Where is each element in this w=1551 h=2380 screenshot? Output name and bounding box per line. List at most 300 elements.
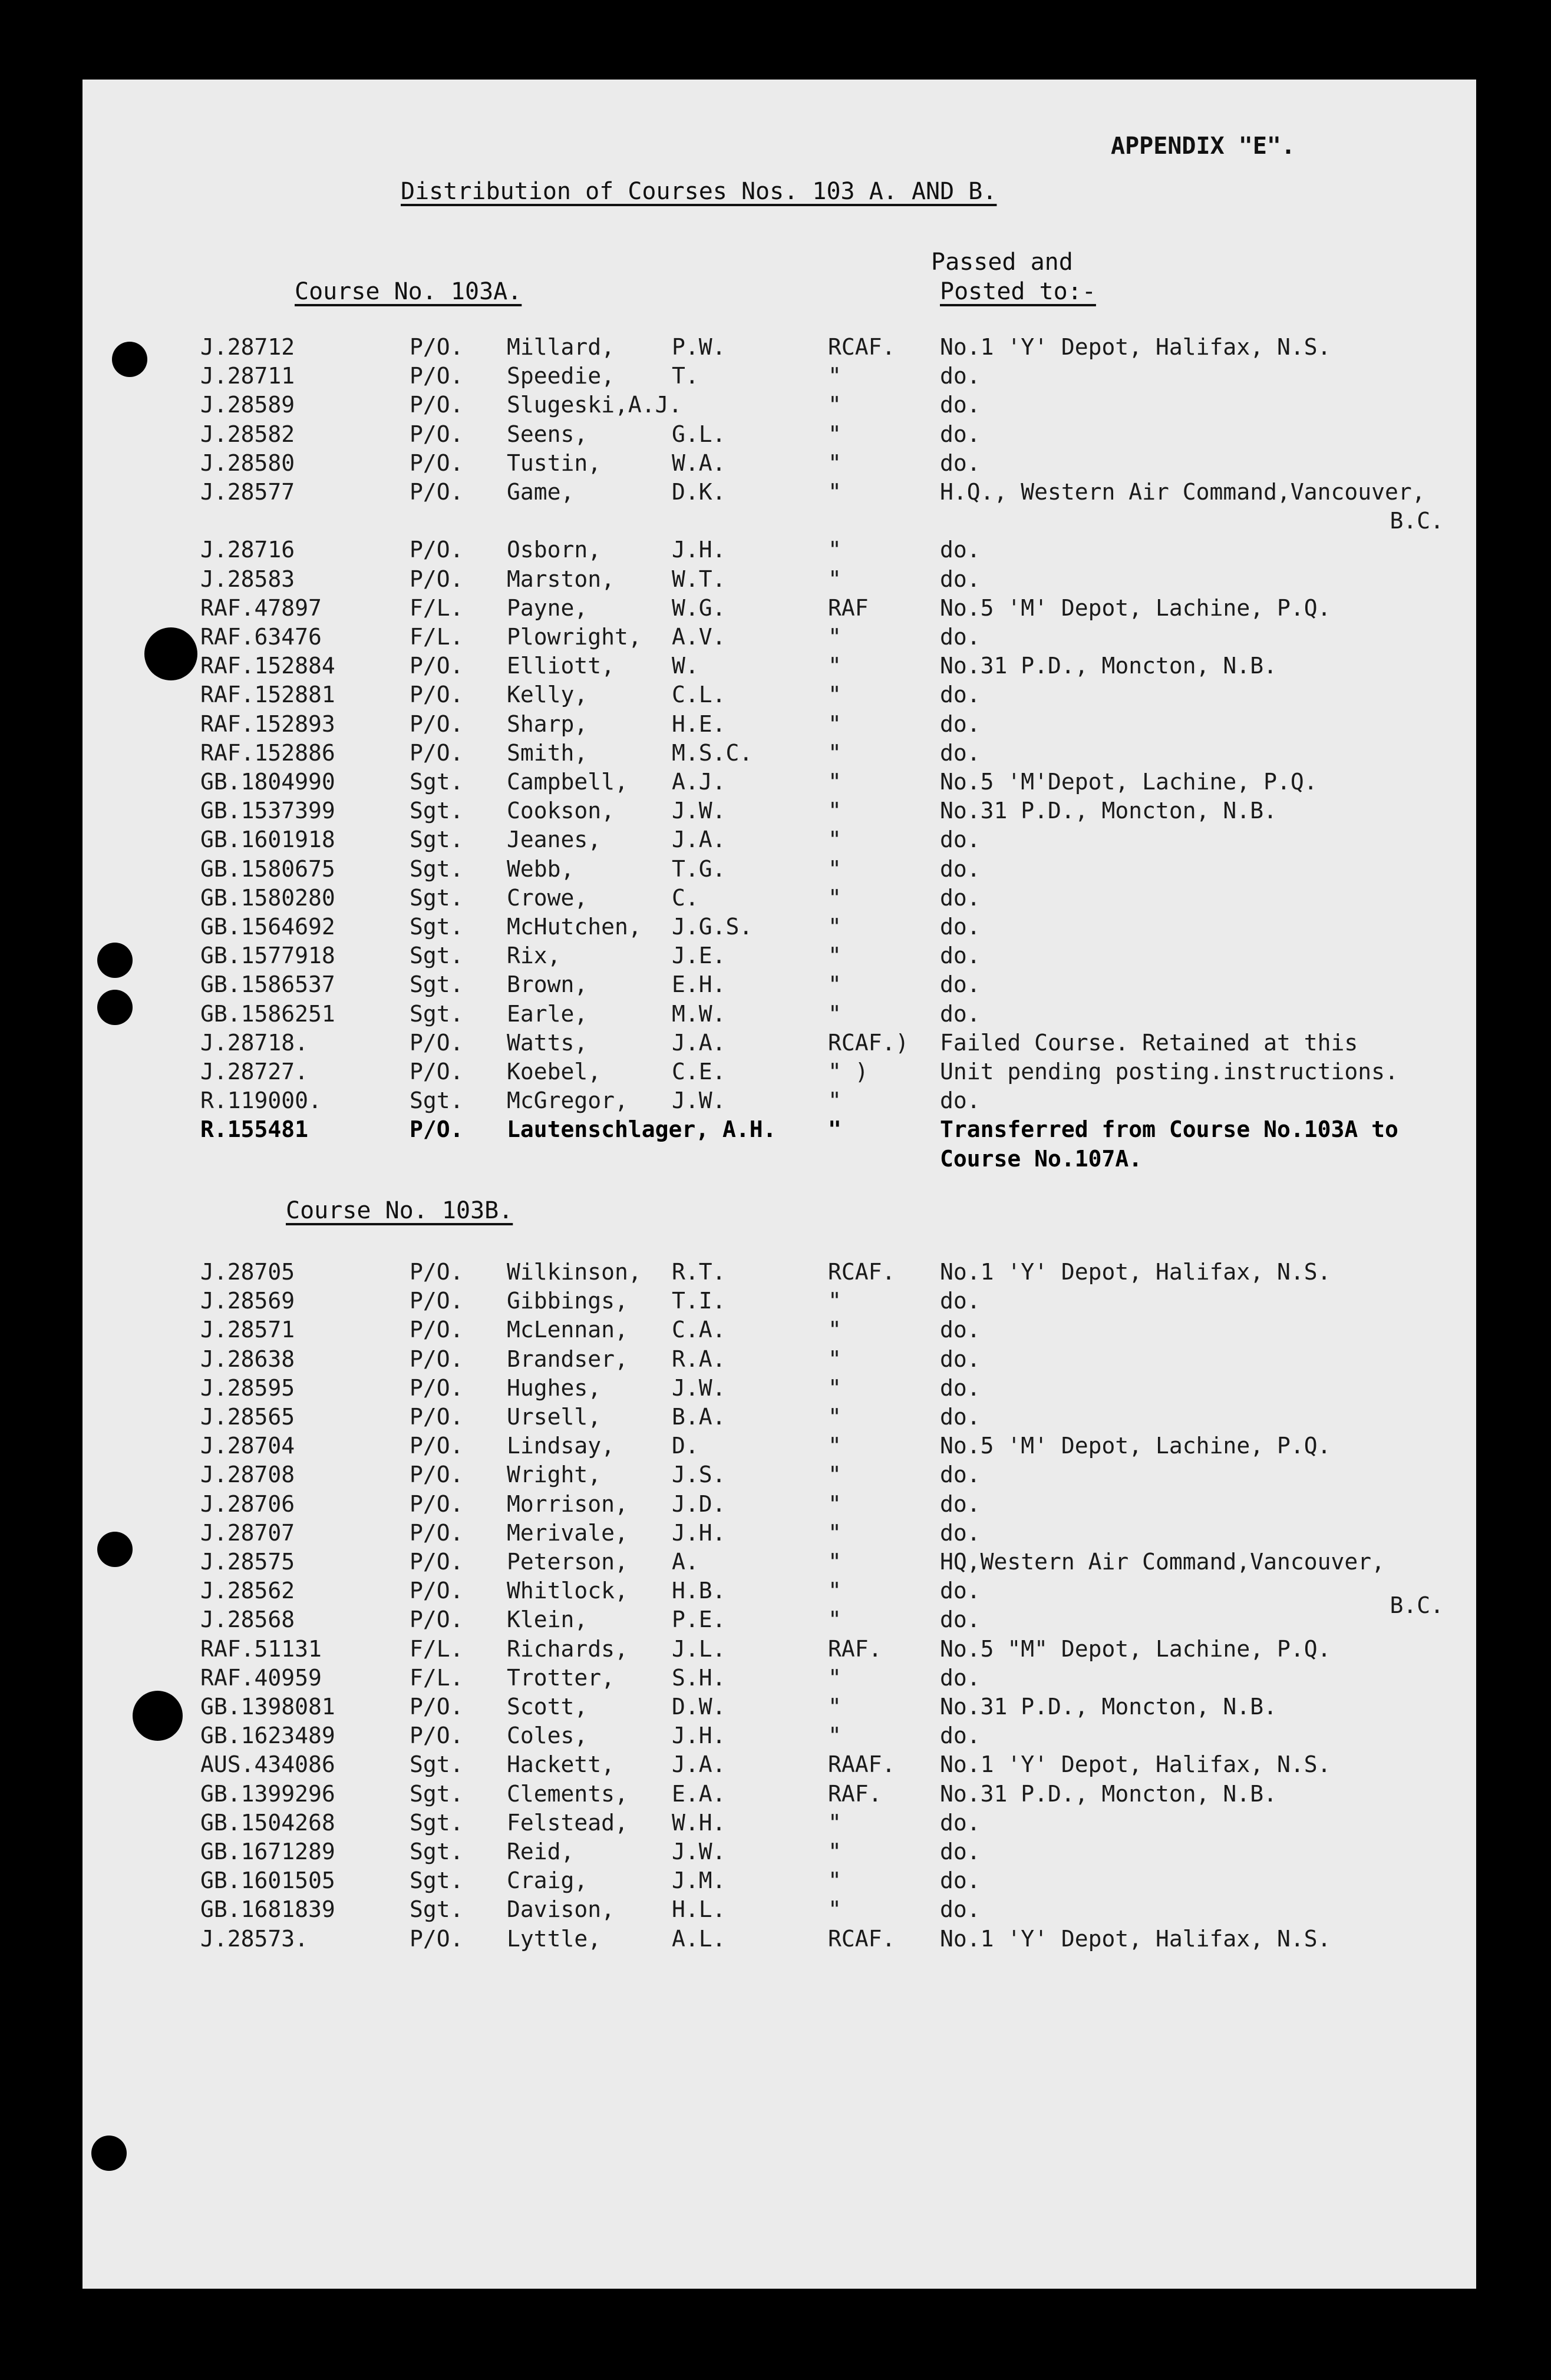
rank: Sgt. [410,1087,464,1114]
rank: P/O. [410,1606,464,1633]
service-number: GB.1398081 [200,1694,335,1720]
rank: P/O. [410,1059,464,1085]
initials: J.H. [672,1519,726,1546]
surname: Elliott, [507,653,615,679]
surname: Whitlock, [507,1578,628,1604]
rank: P/O. [410,1374,464,1401]
document-title: Distribution of Courses Nos. 103 A. AND B. [401,178,997,205]
surname: Campbell, [507,769,628,795]
surname: Koebel, [507,1059,602,1085]
surname: McHutchen, [507,914,642,940]
surname: Hughes, [507,1374,602,1401]
surname: Game, [507,479,575,505]
rank: P/O. [410,1346,464,1372]
force: " [828,363,842,389]
surname: Osborn, [507,537,602,563]
posted-to: No.5 'M' Depot, Lachine, P.Q. [940,1433,1331,1459]
surname: Peterson, [507,1549,628,1575]
force: RAAF. [828,1751,896,1778]
table-row [82,1086,1476,1115]
rank: F/L. [410,594,464,621]
service-number: J.28707 [200,1519,295,1546]
posted-to: do. [940,943,981,969]
service-number: RAF.40959 [200,1664,322,1691]
punch-hole [133,1691,183,1741]
table-row [82,1548,1476,1576]
force: " [828,1404,842,1430]
service-number: GB.1399296 [200,1780,335,1807]
service-number: J.28716 [200,537,295,563]
rank: Sgt. [410,1867,464,1894]
posted-to: No.31 P.D., Moncton, N.B. [940,798,1277,824]
initials: W.G. [672,594,726,621]
rank: Sgt. [410,971,464,998]
table-row [82,1519,1476,1548]
table-row [82,796,1476,825]
surname: Brown, [507,971,588,998]
posted-to: Failed Course. Retained at this [940,1029,1358,1056]
surname: Millard, [507,334,615,360]
surname: Tustin, [507,449,602,476]
surname: Wilkinson, [507,1259,642,1285]
service-number: J.28718. [200,1029,309,1056]
posted-to: No.5 "M" Depot, Lachine, P.Q. [940,1635,1331,1662]
rank: P/O. [410,479,464,505]
service-number: J.28589 [200,392,295,418]
posted-to: do. [940,1490,981,1517]
posted-to: do. [940,739,981,766]
posted-to: No.5 'M'Depot, Lachine, P.Q. [940,769,1318,795]
posted-to: do. [940,914,981,940]
posted-to: do. [940,537,981,563]
surname: Seens, [507,421,588,447]
surname: McLennan, [507,1317,628,1343]
surname: Smith, [507,739,588,766]
force: " [828,1839,842,1865]
posted-to: do. [940,1000,981,1027]
rank: F/L. [410,624,464,650]
service-number: GB.1601505 [200,1867,335,1894]
force: " [828,914,842,940]
service-number: J.28571 [200,1317,295,1343]
initials: J.D. [672,1490,726,1517]
rank: P/O. [410,1404,464,1430]
service-number: RAF.152886 [200,739,335,766]
surname: Plowright, [507,624,642,650]
service-number: J.28580 [200,449,295,476]
service-number: J.28727. [200,1059,309,1085]
force: " [828,449,842,476]
force: RAF. [828,1635,882,1662]
table-row [82,1693,1476,1721]
posted-to: do. [940,971,981,998]
posted-to: do. [940,1867,981,1894]
initials: D.K. [672,479,726,505]
posted-to: do. [940,710,981,737]
initials: H.L. [672,1896,726,1923]
force: " [828,624,842,650]
course-b-heading: Course No. 103B. [286,1197,513,1224]
force: " [828,392,842,418]
posted-to: do. [940,449,981,476]
force: " [828,798,842,824]
punch-hole [97,1532,133,1567]
table-row [82,333,1476,362]
posted-to: Transferred from Course No.103A to [940,1116,1398,1143]
service-number: R.155481 [200,1116,309,1143]
table-row [82,739,1476,768]
table-row [82,1664,1476,1693]
table-row [82,1287,1476,1315]
service-number: J.28582 [200,421,295,447]
surname: Payne, [507,594,588,621]
table-row [82,536,1476,564]
posted-to: No.31 P.D., Moncton, N.B. [940,653,1277,679]
course-a-heading: Course No. 103A. [295,278,522,305]
table-row [82,970,1476,999]
rank: P/O. [410,537,464,563]
initials: J.H. [672,1723,726,1749]
punch-hole [97,943,133,978]
rank: P/O. [410,682,464,708]
posted-to: do. [940,566,981,592]
posted-to: No.1 'Y' Depot, Halifax, N.S. [940,1925,1331,1952]
posted-to: do. [940,827,981,853]
posted-to: do. [940,1519,981,1546]
force: " [828,1723,842,1749]
rank: Sgt. [410,1751,464,1778]
surname: Jeanes, [507,827,602,853]
table-row [82,1925,1476,1953]
service-number: J.28638 [200,1346,295,1372]
surname: Brandser, [507,1346,628,1372]
appendix-label: APPENDIX "E". [1111,133,1296,160]
surname: Lindsay, [507,1433,615,1459]
posted-to: do. [940,1839,981,1865]
table-row [82,391,1476,419]
posted-to: Unit pending posting.instructions. [940,1059,1398,1085]
punch-hole [91,2136,127,2171]
surname: Sharp, [507,710,588,737]
table-row [82,884,1476,913]
surname: Crowe, [507,884,588,911]
rank: Sgt. [410,1839,464,1865]
posted-to: do. [940,1374,981,1401]
service-number: RAF.152893 [200,710,335,737]
initials: W.T. [672,566,726,592]
table-row [82,680,1476,709]
service-number: GB.1537399 [200,798,335,824]
initials: J.H. [672,537,726,563]
initials: J.A. [672,1751,726,1778]
surname: Davison, [507,1896,615,1923]
initials: J.G.S. [672,914,753,940]
surname: Richards, [507,1635,628,1662]
initials: J.L. [672,1635,726,1662]
service-number: GB.1681839 [200,1896,335,1923]
force: " [828,1087,842,1114]
service-number: GB.1564692 [200,914,335,940]
service-number: J.28595 [200,1374,295,1401]
posted-to: do. [940,1896,981,1923]
service-number: RAF.51131 [200,1635,322,1662]
service-number: GB.1504268 [200,1809,335,1836]
initials: H.B. [672,1578,726,1604]
force: RCAF. [828,1259,896,1285]
posted-header-line1: Passed and [931,249,1073,276]
surname: Speedie, [507,363,615,389]
service-number: J.28573. [200,1925,309,1952]
initials: J.W. [672,1374,726,1401]
initials: H.E. [672,710,726,737]
force: " [828,1000,842,1027]
table-row [82,594,1476,623]
rank: F/L. [410,1635,464,1662]
rank: Sgt. [410,827,464,853]
surname: Ursell, [507,1404,602,1430]
force: " [828,855,842,882]
initials: A. [672,1549,699,1575]
initials: J.W. [672,1839,726,1865]
posted-to: No.1 'Y' Depot, Halifax, N.S. [940,1751,1331,1778]
initials: J.A. [672,1029,726,1056]
rank: Sgt. [410,769,464,795]
table-row [82,652,1476,680]
surname: Slugeski,A.J. [507,392,682,418]
posted-to: HQ,Western Air Command,Vancouver, [940,1549,1385,1575]
initials: W.H. [672,1809,726,1836]
service-number: J.28706 [200,1490,295,1517]
service-number: R.119000. [200,1087,322,1114]
initials: M.W. [672,1000,726,1027]
initials: R.A. [672,1346,726,1372]
surname: Earle, [507,1000,588,1027]
rank: Sgt. [410,884,464,911]
posted-to: H.Q., Western Air Command,Vancouver, [940,479,1425,505]
initials: E.A. [672,1780,726,1807]
posted-to: do. [940,363,981,389]
service-number: J.28704 [200,1433,295,1459]
table-row [82,1895,1476,1924]
rank: P/O. [410,1694,464,1720]
surname: Coles, [507,1723,588,1749]
rank: P/O. [410,449,464,476]
initials: C. [672,884,699,911]
initials: C.L. [672,682,726,708]
service-number: GB.1586251 [200,1000,335,1027]
posted-to: do. [940,855,981,882]
rank: P/O. [410,421,464,447]
initials: C.E. [672,1059,726,1085]
table-row [82,1029,1476,1057]
rank: Sgt. [410,798,464,824]
rank: P/O. [410,1490,464,1517]
force: " [828,710,842,737]
rank: P/O. [410,710,464,737]
table-row [82,478,1476,507]
posted-to: do. [940,1723,981,1749]
table-row [82,941,1476,970]
document-page [82,80,1476,2289]
surname: Watts, [507,1029,588,1056]
surname: Klein, [507,1606,588,1633]
table-row-continuation [82,507,1476,536]
posted-to: do. [940,1809,981,1836]
table-row [82,449,1476,478]
table-row [82,1432,1476,1460]
force: " [828,1462,842,1488]
table-row [82,1635,1476,1664]
service-number: GB.1804990 [200,769,335,795]
service-number: RAF.63476 [200,624,322,650]
table-row [82,710,1476,739]
table-row [82,1750,1476,1779]
initials: J.A. [672,827,726,853]
table-row [82,1374,1476,1403]
table-row [82,855,1476,884]
force: RAF. [828,1780,882,1807]
force: " [828,1116,842,1143]
initials: W.A. [672,449,726,476]
initials: W. [672,653,699,679]
table-row [82,1576,1476,1619]
force: " [828,1867,842,1894]
rank: P/O. [410,1549,464,1575]
surname: Kelly, [507,682,588,708]
force: " [828,479,842,505]
rank: P/O. [410,1462,464,1488]
punch-hole [112,342,147,377]
table-row [82,1345,1476,1374]
initials: P.W. [672,334,726,360]
initials: J.W. [672,798,726,824]
table-row [82,623,1476,652]
initials: T. [672,363,699,389]
service-number: J.28569 [200,1288,295,1314]
surname: Webb, [507,855,575,882]
posted-to-continuation: Course No.107A. [940,1145,1143,1172]
table-row [82,1809,1476,1837]
force: " [828,769,842,795]
surname: Cookson, [507,798,615,824]
surname: Scott, [507,1694,588,1720]
rank: P/O. [410,566,464,592]
table-row [82,420,1476,449]
rank: P/O. [410,1723,464,1749]
rank: Sgt. [410,1000,464,1027]
rank: P/O. [410,1116,464,1143]
rank: Sgt. [410,1780,464,1807]
table-row [82,1258,1476,1287]
rank: P/O. [410,1029,464,1056]
rank: Sgt. [410,1809,464,1836]
initials: J.M. [672,1867,726,1894]
table-row [82,1057,1476,1086]
force: " [828,653,842,679]
initials: M.S.C. [672,739,753,766]
initials: G.L. [672,421,726,447]
service-number: J.28577 [200,479,295,505]
force: " [828,943,842,969]
force: " [828,537,842,563]
service-number: J.28575 [200,1549,295,1575]
table-row [82,913,1476,941]
rank: P/O. [410,653,464,679]
rank: P/O. [410,1519,464,1546]
rank: P/O. [410,363,464,389]
service-number: J.28583 [200,566,295,592]
table-row [82,1403,1476,1432]
service-number: J.28711 [200,363,295,389]
initials: J.W. [672,1087,726,1114]
posted-to: do. [940,1664,981,1691]
rank: P/O. [410,1288,464,1314]
force: " [828,1578,842,1604]
posted-to: do. [940,392,981,418]
service-number: GB.1623489 [200,1723,335,1749]
surname: Felstead, [507,1809,628,1836]
service-number: J.28568 [200,1606,295,1633]
posted-to: do. [940,1578,981,1604]
posted-to: do. [940,1288,981,1314]
rank: Sgt. [410,855,464,882]
rank: Sgt. [410,943,464,969]
surname: Morrison, [507,1490,628,1517]
service-number: RAF.47897 [200,594,322,621]
posted-to: No.1 'Y' Depot, Halifax, N.S. [940,334,1331,360]
force: " [828,971,842,998]
force: " [828,566,842,592]
posted-to: do. [940,884,981,911]
force: RCAF.) [828,1029,909,1056]
force: RCAF. [828,334,896,360]
initials: S.H. [672,1664,726,1691]
rank: P/O. [410,334,464,360]
force: " [828,1374,842,1401]
surname: Rix, [507,943,561,969]
table-row [82,1000,1476,1029]
initials: R.T. [672,1259,726,1285]
force: " [828,1288,842,1314]
posted-to: do. [940,1404,981,1430]
rank: P/O. [410,1433,464,1459]
service-number: GB.1580280 [200,884,335,911]
surname: Wright, [507,1462,602,1488]
rank: P/O. [410,1317,464,1343]
posted-header-line2: Posted to:- [940,278,1096,305]
service-number: AUS.434086 [200,1751,335,1778]
service-number: J.28712 [200,334,295,360]
table-row [82,565,1476,594]
force: RAF [828,594,869,621]
service-number: J.28562 [200,1578,295,1604]
rank: P/O. [410,1578,464,1604]
force: " [828,1664,842,1691]
initials: C.A. [672,1317,726,1343]
service-number: RAF.152884 [200,653,335,679]
initials: A.L. [672,1925,726,1952]
table-row [82,825,1476,854]
rank: P/O. [410,392,464,418]
surname: McGregor, [507,1087,628,1114]
initials: B.A. [672,1404,726,1430]
force: " [828,739,842,766]
table-row [82,1315,1476,1344]
force: RCAF. [828,1925,896,1952]
table-row [82,768,1476,796]
surname: Hackett, [507,1751,615,1778]
initials: A.J. [672,769,726,795]
